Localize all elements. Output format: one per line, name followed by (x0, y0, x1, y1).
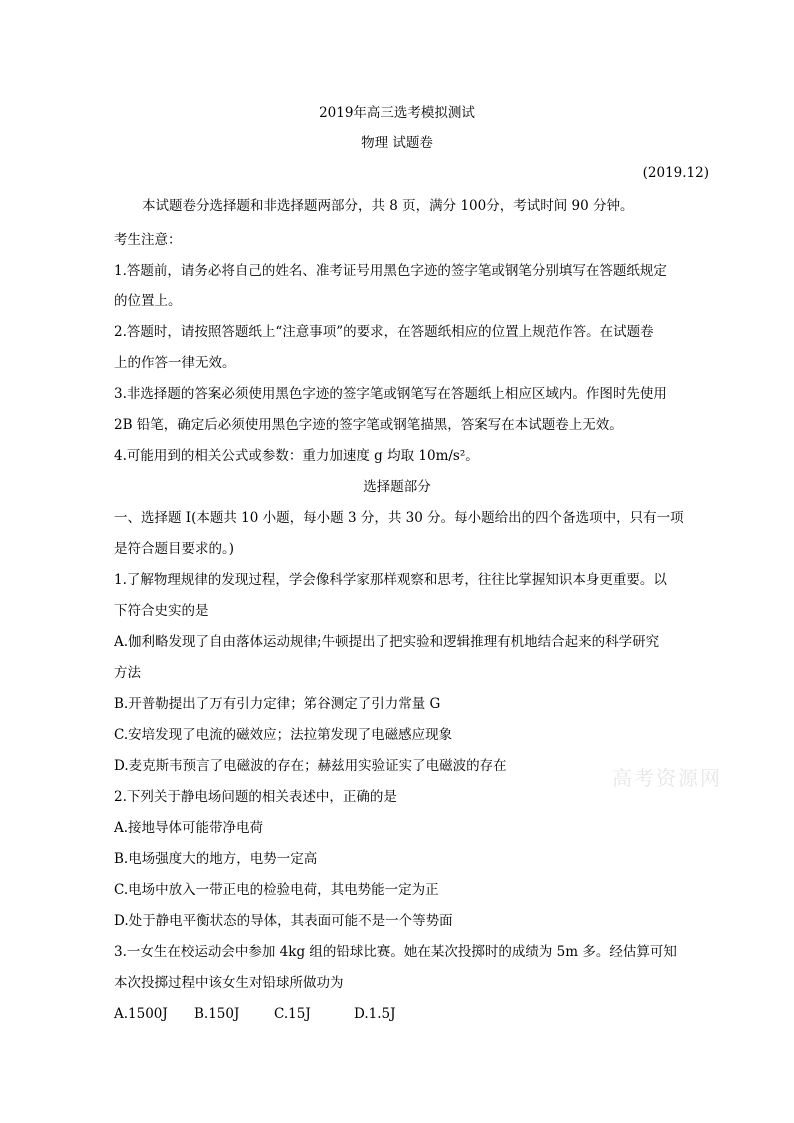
notice-item-3: 3.非选择题的答案必须使用黑色字迹的签字笔或钢笔写在答题纸上相应区域内。作图时先使用 (114, 386, 667, 402)
q1-option-c: C.安培发现了电流的磁效应；法拉第发现了电磁感应现象 (114, 727, 453, 743)
q2-option-d: D.处于静电平衡状态的导体，其表面可能不是一个等势面 (114, 913, 453, 929)
q3-option-b: B.150J (194, 1006, 240, 1022)
q3-option-a: A.1500J (114, 1006, 168, 1022)
q1-option-b: B.开普勒提出了万有引力定律；笫谷测定了引力常量 G (114, 696, 441, 712)
q2-option-c: C.电场中放入一带正电的检验电荷，其电势能一定为正 (114, 882, 439, 898)
q3-stem: 3.一女生在校运动会中参加 4kg 组的铅球比赛。她在某次投掷时的成绩为 5m 多。经估算可知 (114, 944, 677, 960)
q2-stem: 2.下列关于静电场问题的相关表述中，正确的是 (114, 789, 397, 805)
intro-text: 本试题卷分选择题和非选择题两部分，共 8 页，满分 100分，考试时间 90 分钟。 (142, 198, 634, 214)
notice-item-3-cont: 2B 铅笔，确定后必须使用黑色字迹的签字笔或钢笔描黑，答案写在本试题卷上无效。 (114, 417, 623, 433)
notice-heading: 考生注意： (114, 232, 182, 248)
section-instructions: 一、选择题 I(本题共 10 小题，每小题 3 分，共 30 分。每小题给出的四个备选项中，只有一项 (114, 510, 684, 526)
q2-option-b: B.电场强度大的地方，电势一定高 (114, 851, 318, 867)
notice-item-1: 1.答题前，请务必将自己的姓名、准考证号用黑色字迹的签字笔或钢笔分别填写在答题纸规定 (114, 263, 667, 279)
section-title: 选择题部分 (363, 479, 431, 495)
watermark: 高考资源网 (612, 766, 722, 790)
q1-stem-cont: 下符合史实的是 (114, 603, 209, 619)
q2-option-a: A.接地导体可能带净电荷 (114, 820, 264, 836)
q1-stem: 1.了解物理规律的发现过程，学会像科学家那样观察和思考，往往比掌握知识本身更重要。以 (114, 572, 667, 588)
q1-option-d: D.麦克斯韦预言了电磁波的存在；赫兹用实验证实了电磁波的存在 (114, 758, 507, 774)
page-subtitle: 物理 试题卷 (361, 135, 433, 151)
page-title: 2019年高三选考模拟测试 (319, 105, 475, 121)
q3-option-d: D.1.5J (354, 1006, 396, 1022)
q3-stem-cont: 本次投掷过程中该女生对铅球所做功为 (114, 975, 344, 991)
q1-option-a-cont: 方法 (114, 665, 141, 681)
exam-date: (2019.12) (642, 165, 709, 181)
notice-item-2-cont: 上的作答一律无效。 (114, 355, 236, 371)
section-instructions-cont: 是符合题目要求的。) (114, 541, 235, 557)
q1-option-a: A.伽利略发现了自由落体运动规律;牛顿提出了把实验和逻辑推理有机地结合起来的科学研究 (114, 634, 660, 650)
q3-option-c: C.15J (274, 1006, 311, 1022)
notice-item-2: 2.答题时，请按照答题纸上“注意事项”的要求，在答题纸相应的位置上规范作答。在试题卷 (114, 324, 654, 340)
q3-options (114, 1004, 434, 1024)
notice-item-1-cont: 的位置上。 (114, 293, 182, 309)
notice-item-4: 4.可能用到的相关公式或参数：重力加速度 g 均取 10m/s²。 (114, 448, 479, 464)
